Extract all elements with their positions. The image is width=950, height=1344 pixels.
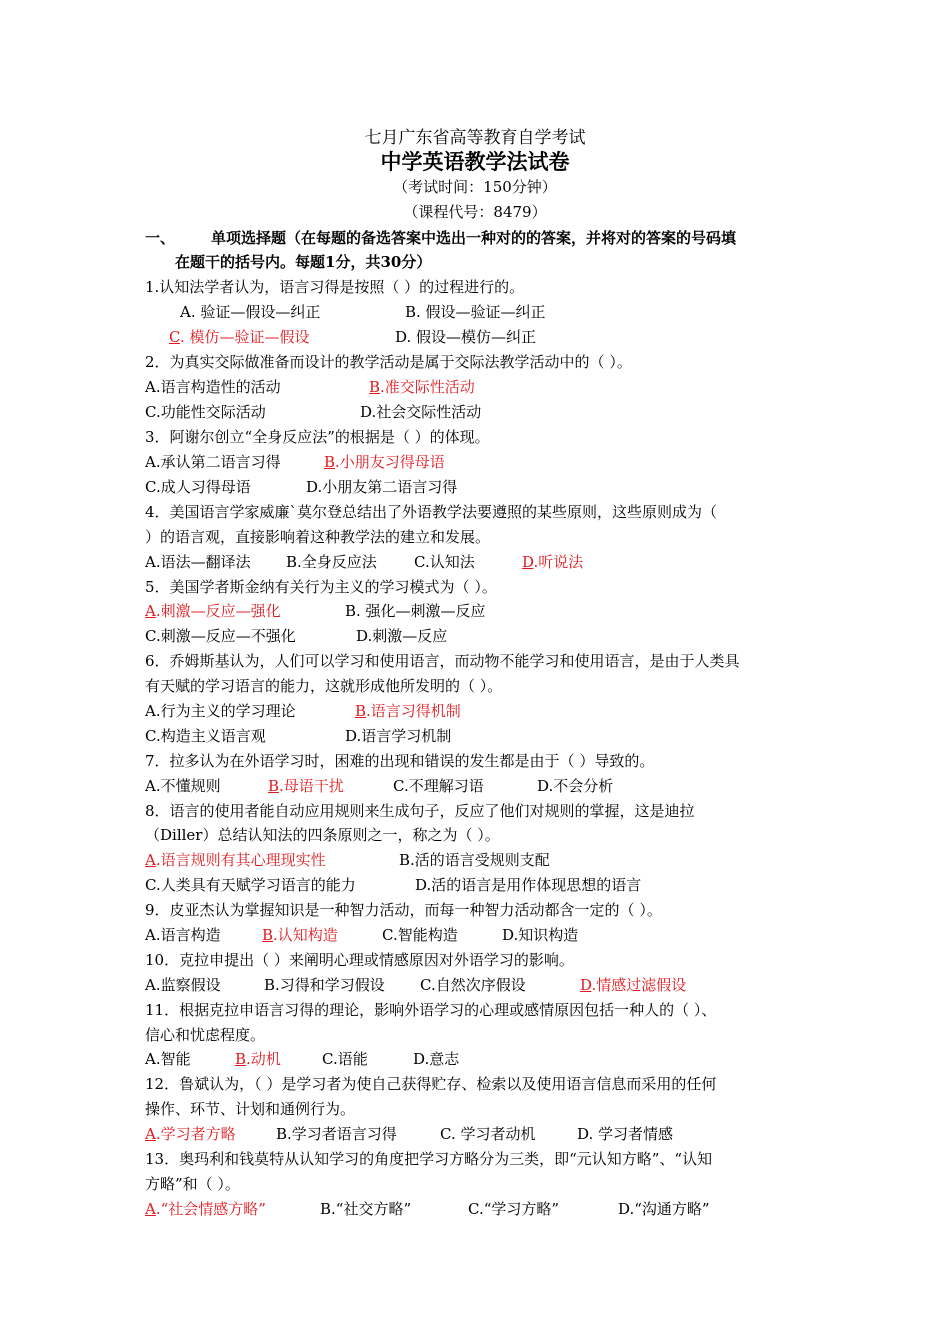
answer-key: B bbox=[369, 378, 381, 396]
question-stem: 1.认知法学者认为，语言习得是按照（ ）的过程进行的。 bbox=[145, 278, 525, 296]
option-d: D.“沟通方略” bbox=[618, 1200, 710, 1218]
question-stem-cont: 方略”和（ ）。 bbox=[145, 1175, 240, 1193]
option-a-answer bbox=[145, 601, 281, 621]
answer-text: .语言习得机制 bbox=[366, 702, 461, 720]
question-stem: 9．皮亚杰认为掌握知识是一种智力活动，而每一种智力活动都含一定的（ ）。 bbox=[145, 901, 662, 919]
option-c: C.刺激—反应—不强化 bbox=[145, 627, 296, 645]
exam-time: （考试时间：150分钟） bbox=[393, 178, 557, 196]
answer-key: D bbox=[580, 976, 592, 994]
option-c: C.自然次序假设 bbox=[420, 976, 526, 994]
option-a: A.不懂规则 bbox=[145, 777, 221, 795]
option-c: C.认知法 bbox=[414, 553, 475, 571]
section-instruction-cont: 在题干的括号内。每题1分，共30分） bbox=[175, 253, 432, 271]
answer-text: .情感过滤假设 bbox=[591, 976, 687, 994]
option-d: D.不会分析 bbox=[537, 777, 614, 795]
option-d: D.刺激—反应 bbox=[356, 627, 448, 645]
question-stem: 2．为真实交际做准备而设计的教学活动是属于交际法教学活动中的（ ）。 bbox=[145, 353, 632, 371]
answer-key: A bbox=[145, 602, 156, 620]
answer-text: .小朋友习得母语 bbox=[335, 453, 445, 471]
answer-key: B bbox=[262, 926, 274, 944]
option-b-answer bbox=[235, 1049, 281, 1069]
option-c: C.功能性交际活动 bbox=[145, 403, 266, 421]
option-b: B.习得和学习假设 bbox=[264, 976, 385, 994]
answer-key: A bbox=[145, 851, 156, 869]
question-stem-cont: （Diller）总结认知法的四条原则之一，称之为（ ）。 bbox=[145, 826, 500, 844]
answer-text: .刺激—反应—强化 bbox=[155, 602, 281, 620]
answer-key: B bbox=[355, 702, 367, 720]
answer-text: .学习者方略 bbox=[155, 1125, 236, 1143]
answer-text: .母语干扰 bbox=[279, 777, 344, 795]
question-stem: 8．语言的使用者能自动应用规则来生成句子，反应了他们对规则的掌握，这是迪拉 bbox=[145, 802, 695, 820]
question-stem: 13．奥玛利和钱莫特从认知学习的角度把学习方略分为三类，即“元认知方略”、“认知 bbox=[145, 1150, 713, 1168]
answer-text: .准交际性活动 bbox=[380, 378, 475, 396]
question-stem: 7．拉多认为在外语学习时，困难的出现和错误的发生都是由于（ ）导致的。 bbox=[145, 752, 655, 770]
exam-title: 中学英语教学法试卷 bbox=[380, 149, 570, 174]
option-a: A.监察假设 bbox=[145, 976, 221, 994]
question-stem: 12．鲁斌认为，（ ）是学习者为使自己获得贮存、检索以及使用语言信息而采用的任何 bbox=[145, 1075, 717, 1093]
option-c: C.智能构造 bbox=[382, 926, 458, 944]
question-stem-cont: ）的语言观，直接影响着这种教学法的建立和发展。 bbox=[145, 528, 491, 546]
option-c: C.人类具有天赋学习语言的能力 bbox=[145, 876, 356, 894]
option-d-answer bbox=[580, 975, 686, 995]
option-d: D.社会交际性活动 bbox=[360, 403, 482, 421]
answer-key: D bbox=[522, 553, 534, 571]
answer-text: .动机 bbox=[246, 1050, 281, 1068]
section-number: 一、 bbox=[145, 229, 176, 247]
answer-key: A bbox=[145, 1200, 156, 1218]
question-stem-cont: 信心和忧虑程度。 bbox=[145, 1026, 266, 1044]
option-d: D.知识构造 bbox=[502, 926, 579, 944]
option-b: B.学习者语言习得 bbox=[276, 1125, 397, 1143]
option-a: A.语法—翻译法 bbox=[145, 553, 251, 571]
option-b: B.活的语言受规则支配 bbox=[399, 851, 550, 869]
answer-text: . 模仿—验证—假设 bbox=[179, 328, 310, 346]
answer-key: A bbox=[145, 1125, 156, 1143]
option-a-answer bbox=[145, 850, 326, 870]
option-c: C. 学习者动机 bbox=[440, 1125, 536, 1143]
option-b: B. 强化—刺激—反应 bbox=[345, 602, 486, 620]
option-b: B. 假设—验证—纠正 bbox=[405, 303, 546, 321]
option-c-answer bbox=[169, 327, 310, 347]
option-b: B.全身反应法 bbox=[286, 553, 377, 571]
option-b-answer bbox=[355, 701, 461, 721]
option-d: D.活的语言是用作体现思想的语言 bbox=[415, 876, 642, 894]
option-a-answer bbox=[145, 1199, 266, 1219]
option-a-answer bbox=[145, 1124, 236, 1144]
option-c: C.“学习方略” bbox=[468, 1200, 560, 1218]
question-stem-cont: 操作、环节、计划和通例行为。 bbox=[145, 1100, 356, 1118]
option-d: D.语言学习机制 bbox=[345, 727, 452, 745]
exam-header: 七月广东省高等教育自学考试 bbox=[364, 128, 586, 148]
question-stem-cont: 有天赋的学习语言的能力，这就形成他所发明的（ ）。 bbox=[145, 677, 503, 695]
option-a: A.行为主义的学习理论 bbox=[145, 702, 296, 720]
option-a: A.智能 bbox=[145, 1050, 191, 1068]
option-a: A.承认第二语言习得 bbox=[145, 453, 281, 471]
answer-text: .认知构造 bbox=[273, 926, 338, 944]
option-a: A.语言构造 bbox=[145, 926, 221, 944]
option-a: A.语言构造性的活动 bbox=[145, 378, 281, 396]
option-a: A. 验证—假设—纠正 bbox=[180, 303, 321, 321]
course-code: （课程代号：8479） bbox=[403, 203, 547, 221]
option-b-answer bbox=[262, 925, 338, 945]
option-c: C.不理解习语 bbox=[393, 777, 484, 795]
option-d: D. 学习者情感 bbox=[577, 1125, 674, 1143]
option-b-answer bbox=[324, 452, 445, 472]
option-b: B.“社交方略” bbox=[320, 1200, 412, 1218]
option-c: C.语能 bbox=[322, 1050, 368, 1068]
answer-text: .“社会情感方略” bbox=[155, 1200, 266, 1218]
answer-text: .听说法 bbox=[533, 553, 584, 571]
question-stem: 6．乔姆斯基认为，人们可以学习和使用语言，而动物不能学习和使用语言，是由于人类具 bbox=[145, 652, 740, 670]
question-stem: 4．美国语言学家威廉`莫尔登总结出了外语教学法要遵照的某些原则，这些原则成为（ bbox=[145, 503, 718, 521]
question-stem: 10．克拉申提出（ ）来阐明心理或情感原因对外语学习的影响。 bbox=[145, 951, 574, 969]
section-instruction: 单项选择题（在每题的备选答案中选出一种对的的答案，并将对的答案的号码填 bbox=[211, 229, 737, 247]
question-stem: 5．美国学者斯金纳有关行为主义的学习模式为（ ）。 bbox=[145, 578, 497, 596]
answer-key: B bbox=[268, 777, 280, 795]
option-d: D. 假设—模仿—纠正 bbox=[395, 328, 537, 346]
answer-text: .语言规则有其心理现实性 bbox=[155, 851, 326, 869]
option-b-answer bbox=[369, 377, 475, 397]
option-c: C.成人习得母语 bbox=[145, 478, 251, 496]
option-d: D.小朋友第二语言习得 bbox=[306, 478, 458, 496]
answer-key: B bbox=[324, 453, 336, 471]
question-stem: 3．阿谢尔创立“全身反应法”的根据是（ ）的体现。 bbox=[145, 428, 490, 446]
answer-key: C bbox=[169, 328, 180, 346]
option-b-answer bbox=[268, 776, 344, 796]
question-stem: 11．根据克拉申语言习得的理论，影响外语学习的心理或感情原因包括一种人的（ ）、 bbox=[145, 1001, 717, 1019]
option-d: D.意志 bbox=[413, 1050, 460, 1068]
option-c: C.构造主义语言观 bbox=[145, 727, 266, 745]
answer-key: B bbox=[235, 1050, 247, 1068]
option-d-answer bbox=[522, 552, 583, 572]
